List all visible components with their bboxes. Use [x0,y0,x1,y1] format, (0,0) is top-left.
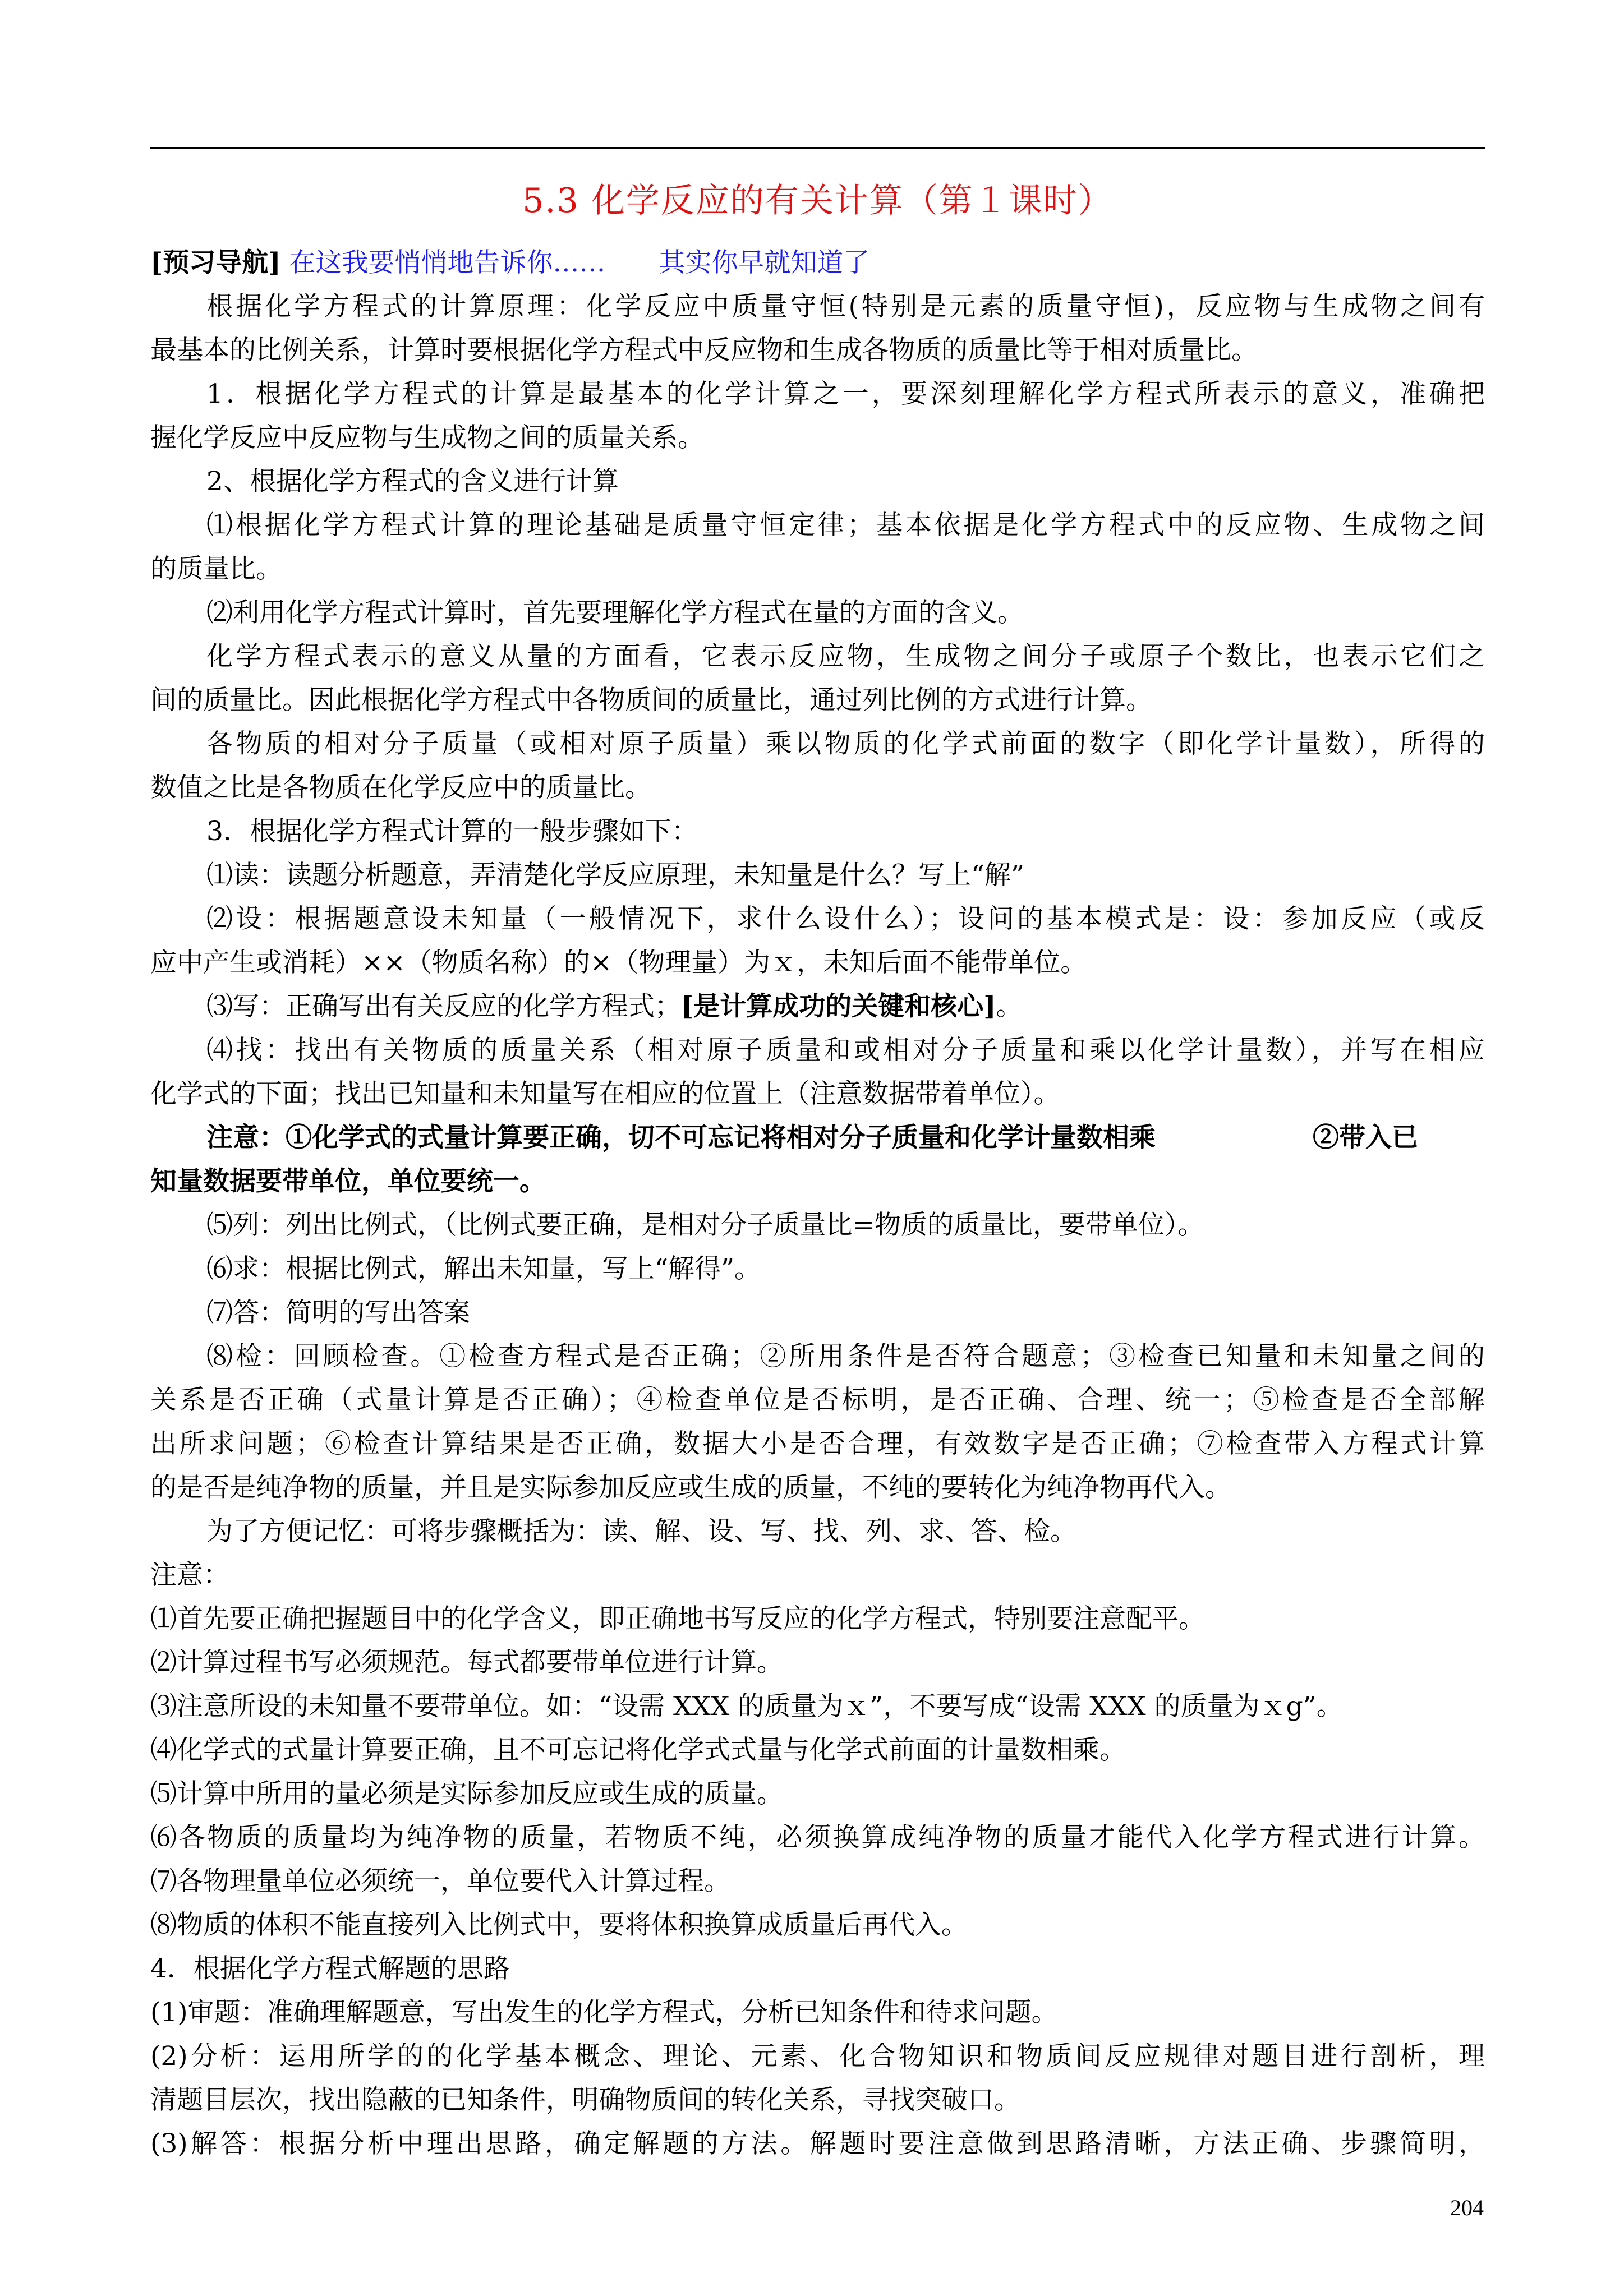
guide-text-2: 其实你早就知道了 [659,247,870,278]
notes-line: ⑷化学式的式量计算要正确，且不可忘记将化学式式量与化学式前面的计量数相乘。 [150,1735,1126,1765]
guide-text-1: 在这我要悄悄地告诉你…… [289,247,606,278]
notes-line: (2)分析：运用所学的的化学基本概念、理论、元素、化合物知识和物质间反应规律对题目进行剖析，理 [150,2041,1485,2072]
body-line: ⑴读：读题分析题意，弄清楚化学反应原理，未知量是什么？写上“解” [206,860,1025,891]
step-line: 关系是否正确（式量计算是否正确）；④检查单位是否标明，是否正确、合理、统一；⑤检查是否全部解 [150,1385,1485,1416]
notes-line: ⑻物质的体积不能直接列入比例式中，要将体积换算成质量后再代入。 [150,1910,968,1940]
note-bold-part-2: ②带入已 [1313,1122,1418,1153]
body-line: 的质量比。 [150,554,282,584]
header-rule [150,147,1485,149]
step-find-line: 化学式的下面；找出已知量和未知量写在相应的位置上（注意数据带着单位）。 [150,1078,1060,1109]
notes-line: ⑵计算过程书写必须规范。每式都要带单位进行计算。 [150,1647,783,1678]
body-line: 3．根据化学方程式计算的一般步骤如下： [206,816,698,847]
step-line: 出所求问题；⑥检查计算结果是否正确，数据大小是否合理，有效数字是否正确；⑦检查带入方程式计算 [150,1428,1485,1459]
body-line: 2、根据化学方程式的含义进行计算 [206,466,619,497]
notes-line: ⑹各物质的质量均为纯净物的质量，若物质不纯，必须换算成纯净物的质量才能代入化学方程式进行计算。 [150,1822,1485,1853]
body-line: 握化学反应中反应物与生成物之间的质量关系。 [150,422,704,453]
body-line: 根据化学方程式的计算原理：化学反应中质量守恒(特别是元素的质量守恒)，反应物与生成物之间有 [206,291,1485,322]
notes-line: ⑶注意所设的未知量不要带单位。如：“设需 XXX 的质量为ｘ”，不要写成“设需 XXX 的质量为ｘg”。 [150,1691,1343,1722]
step-write-end: 。 [996,991,1023,1022]
page-title: 5.3 化学反应的有关计算（第１课时） [522,181,1113,220]
note-bold-part-1: 注意：①化学式的式量计算要正确，切不可忘记将相对分子质量和化学计量数相乘 [206,1122,1156,1153]
page-number: 204 [1450,2195,1484,2220]
notes-line: ⑸计算中所用的量必须是实际参加反应或生成的质量。 [150,1778,783,1809]
step-line: ⑸列：列出比例式，（比例式要正确，是相对分子质量比=物质的质量比，要带单位）。 [206,1210,1204,1241]
body-line: 1．根据化学方程式的计算是最基本的化学计算之一，要深刻理解化学方程式所表示的意义，准确把 [206,379,1485,409]
notes-line: 注意： [150,1560,229,1590]
step-line: ⑹求：根据比例式，解出未知量，写上“解得”。 [206,1253,761,1284]
step-write-key-note: [是计算成功的关键和核心] [681,991,996,1022]
notes-line: 4．根据化学方程式解题的思路 [150,1953,510,1984]
step-line: ⑻检：回顾检查。①检查方程式是否正确；②所用条件是否符合题意；③检查已知量和未知量之间的 [206,1341,1485,1372]
step-line: ⑺答：简明的写出答案 [206,1297,470,1328]
step-line: 的是否是纯净物的质量，并且是实际参加反应或生成的质量，不纯的要转化为纯净物再代入。 [150,1472,1231,1503]
step-write-line [150,985,1485,1029]
body-line: ⑵利用化学方程式计算时，首先要理解化学方程式在量的方面的含义。 [206,597,1024,628]
body-line: 间的质量比。因此根据化学方程式中各物质间的质量比，通过列比例的方式进行计算。 [150,685,1152,716]
body-line: 各物质的相对分子质量（或相对原子质量）乘以物质的化学式前面的数字（即化学计量数），所得的 [206,729,1485,759]
notes-line: ⑺各物理量单位必须统一，单位要代入计算过程。 [150,1866,730,1897]
body-line: 数值之比是各物质在化学反应中的质量比。 [150,772,651,803]
body-line: ⑴根据化学方程式计算的理论基础是质量守恒定律；基本依据是化学方程式中的反应物、生成物之间 [206,510,1485,541]
step-line: 为了方便记忆：可将步骤概括为：读、解、设、写、找、列、求、答、检。 [206,1516,1076,1547]
body-line: 应中产生或消耗）××（物质名称）的×（物理量）为ｘ，未知后面不能带单位。 [150,947,1087,978]
notes-line: (3)解答：根据分析中理出思路，确定解题的方法。解题时要注意做到思路清晰，方法正确、步骤简明， [150,2128,1485,2159]
notes-line: (1)审题：准确理解题意，写出发生的化学方程式，分析已知条件和待求问题。 [150,1997,1058,2028]
note-bold-line [150,1116,1485,1160]
step-write-text: ⑶写：正确写出有关反应的化学方程式； [206,991,681,1022]
body-line: 最基本的比例关系，计算时要根据化学方程式中反应物和生成各物质的质量比等于相对质量比。 [150,335,1258,366]
guide-label: [预习导航] [150,247,281,278]
body-line: ⑵设：根据题意设未知量（一般情况下，求什么设什么）；设问的基本模式是：设：参加反应（或反 [206,903,1485,934]
guide-line [150,241,1485,285]
document-body [150,241,1485,2166]
note-bold-line: 知量数据要带单位，单位要统一。 [150,1166,546,1197]
notes-line: ⑴首先要正确把握题目中的化学含义，即正确地书写反应的化学方程式，特别要注意配平。 [150,1603,1205,1634]
body-line: 化学方程式表示的意义从量的方面看，它表示反应物，生成物之间分子或原子个数比，也表示它们之 [206,641,1485,672]
notes-line: 清题目层次，找出隐蔽的已知条件，明确物质间的转化关系，寻找突破口。 [150,2085,1020,2115]
step-find-line: ⑷找：找出有关物质的质量关系（相对原子质量和或相对分子质量和乘以化学计量数），并写在相应 [206,1035,1485,1066]
